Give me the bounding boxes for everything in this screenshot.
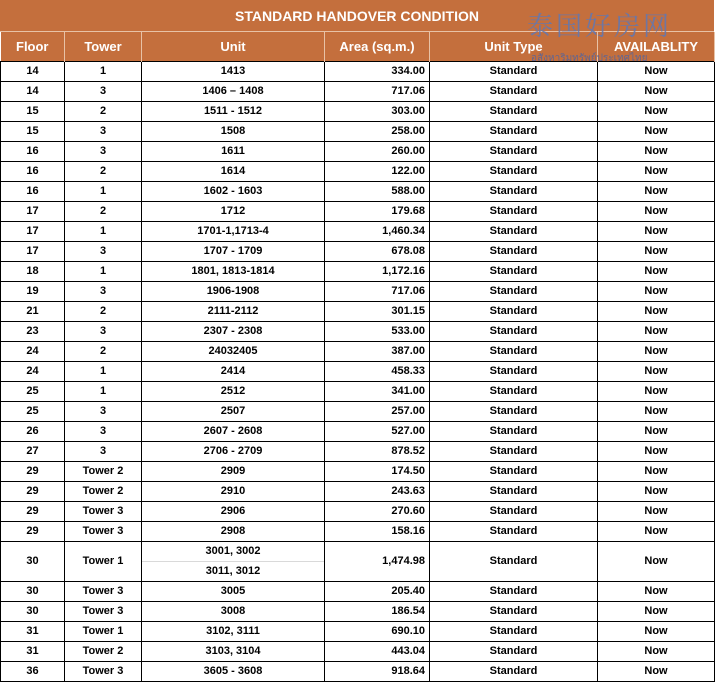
availability-cell: Now [598, 202, 715, 222]
floor-cell: 23 [1, 322, 65, 342]
floor-cell: 29 [1, 522, 65, 542]
tower-cell: 3 [65, 242, 142, 262]
unit-cell: 1508 [142, 122, 325, 142]
unit-type-cell: Standard [430, 242, 598, 262]
unit-cell: 1701-1,1713-4 [142, 222, 325, 242]
table-row [1, 442, 715, 462]
tower-cell: Tower 3 [65, 602, 142, 622]
tower-cell: 3 [65, 122, 142, 142]
area-cell: 341.00 [325, 382, 430, 402]
table-row [1, 402, 715, 422]
area-cell: 717.06 [325, 282, 430, 302]
tower-cell: 2 [65, 162, 142, 182]
area-cell: 588.00 [325, 182, 430, 202]
unit-cell-line: 3001, 3002 [205, 545, 261, 557]
unit-cell: 2909 [142, 462, 325, 482]
unit-type-cell: Standard [430, 582, 598, 602]
table-row [1, 602, 715, 622]
unit-cell: 2507 [142, 402, 325, 422]
tower-cell: 2 [65, 302, 142, 322]
column-header-area: Area (sq.m.) [325, 32, 430, 62]
area-cell: 918.64 [325, 662, 430, 682]
area-cell: 690.10 [325, 622, 430, 642]
unit-type-cell: Standard [430, 622, 598, 642]
tower-cell: Tower 3 [65, 522, 142, 542]
floor-cell: 30 [1, 542, 65, 582]
table-row [1, 482, 715, 502]
availability-cell: Now [598, 62, 715, 82]
unit-type-cell: Standard [430, 102, 598, 122]
unit-cell: 3103, 3104 [142, 642, 325, 662]
floor-cell: 14 [1, 62, 65, 82]
unit-cell: 1712 [142, 202, 325, 222]
floor-cell: 16 [1, 142, 65, 162]
tower-cell: 3 [65, 282, 142, 302]
floor-cell: 30 [1, 602, 65, 622]
table-row [1, 82, 715, 102]
handover-table [0, 32, 715, 682]
unit-type-cell: Standard [430, 542, 598, 582]
unit-cell: 1611 [142, 142, 325, 162]
unit-cell: 1602 - 1603 [142, 182, 325, 202]
availability-cell: Now [598, 582, 715, 602]
availability-cell: Now [598, 382, 715, 402]
tower-cell: Tower 1 [65, 542, 142, 582]
unit-cell: 3005 [142, 582, 325, 602]
availability-cell: Now [598, 262, 715, 282]
table-row [1, 362, 715, 382]
unit-cell: 1406 – 1408 [142, 82, 325, 102]
area-cell: 387.00 [325, 342, 430, 362]
table-body [1, 62, 715, 682]
availability-cell: Now [598, 422, 715, 442]
unit-cell: 3605 - 3608 [142, 662, 325, 682]
table-row [1, 582, 715, 602]
tower-cell: 3 [65, 82, 142, 102]
unit-cell: 1614 [142, 162, 325, 182]
unit-type-cell: Standard [430, 522, 598, 542]
availability-cell: Now [598, 442, 715, 462]
availability-cell: Now [598, 302, 715, 322]
unit-type-cell: Standard [430, 662, 598, 682]
floor-cell: 29 [1, 502, 65, 522]
tower-cell: 3 [65, 322, 142, 342]
availability-cell: Now [598, 402, 715, 422]
tower-cell: 1 [65, 62, 142, 82]
availability-cell: Now [598, 482, 715, 502]
availability-cell: Now [598, 662, 715, 682]
area-cell: 334.00 [325, 62, 430, 82]
tower-cell: 2 [65, 102, 142, 122]
area-cell: 458.33 [325, 362, 430, 382]
unit-type-cell: Standard [430, 502, 598, 522]
unit-type-cell: Standard [430, 282, 598, 302]
area-cell: 527.00 [325, 422, 430, 442]
availability-cell: Now [598, 242, 715, 262]
tower-cell: 1 [65, 222, 142, 242]
unit-cell: 2607 - 2608 [142, 422, 325, 442]
unit-type-cell: Standard [430, 162, 598, 182]
area-cell: 205.40 [325, 582, 430, 602]
availability-cell: Now [598, 502, 715, 522]
table-row [1, 522, 715, 542]
floor-cell: 31 [1, 642, 65, 662]
floor-cell: 24 [1, 342, 65, 362]
unit-type-cell: Standard [430, 642, 598, 662]
table-row [1, 422, 715, 442]
table-row [1, 122, 715, 142]
unit-cell: 24032405 [142, 342, 325, 362]
area-cell: 158.16 [325, 522, 430, 542]
availability-cell: Now [598, 622, 715, 642]
floor-cell: 14 [1, 82, 65, 102]
table-row [1, 142, 715, 162]
column-header-floor: Floor [1, 32, 65, 62]
unit-cell: 2307 - 2308 [142, 322, 325, 342]
tower-cell: 3 [65, 402, 142, 422]
floor-cell: 16 [1, 162, 65, 182]
tower-cell: 3 [65, 142, 142, 162]
floor-cell: 30 [1, 582, 65, 602]
unit-cell: 3008 [142, 602, 325, 622]
unit-type-cell: Standard [430, 82, 598, 102]
area-cell: 878.52 [325, 442, 430, 462]
tower-cell: Tower 2 [65, 462, 142, 482]
availability-cell: Now [598, 462, 715, 482]
floor-cell: 25 [1, 402, 65, 422]
table-row [1, 462, 715, 482]
table-row [1, 102, 715, 122]
unit-type-cell: Standard [430, 322, 598, 342]
unit-type-cell: Standard [430, 402, 598, 422]
unit-type-cell: Standard [430, 182, 598, 202]
unit-type-cell: Standard [430, 362, 598, 382]
availability-cell: Now [598, 342, 715, 362]
availability-cell: Now [598, 222, 715, 242]
area-cell: 122.00 [325, 162, 430, 182]
area-cell: 174.50 [325, 462, 430, 482]
area-cell: 257.00 [325, 402, 430, 422]
area-cell: 258.00 [325, 122, 430, 142]
floor-cell: 17 [1, 202, 65, 222]
floor-cell: 27 [1, 442, 65, 462]
availability-cell: Now [598, 602, 715, 622]
unit-type-cell: Standard [430, 142, 598, 162]
unit-type-cell: Standard [430, 482, 598, 502]
unit-cell: 2111-2112 [142, 302, 325, 322]
availability-cell: Now [598, 542, 715, 582]
area-cell: 303.00 [325, 102, 430, 122]
area-cell: 243.63 [325, 482, 430, 502]
area-cell: 1,460.34 [325, 222, 430, 242]
unit-cell: 1707 - 1709 [142, 242, 325, 262]
unit-type-cell: Standard [430, 302, 598, 322]
tower-cell: Tower 2 [65, 482, 142, 502]
table-row [1, 662, 715, 682]
area-cell: 179.68 [325, 202, 430, 222]
unit-type-cell: Standard [430, 442, 598, 462]
floor-cell: 16 [1, 182, 65, 202]
unit-cell: 1801, 1813-1814 [142, 262, 325, 282]
area-cell: 1,172.16 [325, 262, 430, 282]
floor-cell: 17 [1, 222, 65, 242]
tower-cell: 1 [65, 362, 142, 382]
unit-cell: 2906 [142, 502, 325, 522]
area-cell: 186.54 [325, 602, 430, 622]
column-header-unit-type: Unit Type [430, 32, 598, 62]
floor-cell: 18 [1, 262, 65, 282]
floor-cell: 21 [1, 302, 65, 322]
unit-cell: 1413 [142, 62, 325, 82]
area-cell: 443.04 [325, 642, 430, 662]
unit-cell: 3102, 3111 [142, 622, 325, 642]
area-cell: 1,474.98 [325, 542, 430, 582]
floor-cell: 29 [1, 462, 65, 482]
unit-type-cell: Standard [430, 122, 598, 142]
availability-cell: Now [598, 322, 715, 342]
table-row [1, 342, 715, 362]
unit-type-cell: Standard [430, 262, 598, 282]
tower-cell: 3 [65, 442, 142, 462]
area-cell: 533.00 [325, 322, 430, 342]
unit-cell: 2414 [142, 362, 325, 382]
table-row [1, 222, 715, 242]
unit-cell: 2910 [142, 482, 325, 502]
unit-cell: 2512 [142, 382, 325, 402]
table-row [1, 542, 715, 582]
table-row [1, 282, 715, 302]
table-row [1, 262, 715, 282]
column-header-unit: Unit [142, 32, 325, 62]
table-row [1, 622, 715, 642]
table-row [1, 502, 715, 522]
unit-type-cell: Standard [430, 462, 598, 482]
availability-cell: Now [598, 522, 715, 542]
tower-cell: Tower 2 [65, 642, 142, 662]
unit-cell [142, 542, 325, 582]
tower-cell: 1 [65, 182, 142, 202]
unit-type-cell: Standard [430, 382, 598, 402]
tower-cell: Tower 3 [65, 582, 142, 602]
availability-cell: Now [598, 162, 715, 182]
tower-cell: Tower 1 [65, 622, 142, 642]
tower-cell: 1 [65, 382, 142, 402]
availability-cell: Now [598, 282, 715, 302]
area-cell: 270.60 [325, 502, 430, 522]
floor-cell: 19 [1, 282, 65, 302]
floor-cell: 31 [1, 622, 65, 642]
floor-cell: 15 [1, 102, 65, 122]
tower-cell: 3 [65, 422, 142, 442]
availability-cell: Now [598, 102, 715, 122]
availability-cell: Now [598, 182, 715, 202]
availability-cell: Now [598, 82, 715, 102]
table-row [1, 382, 715, 402]
table-row [1, 202, 715, 222]
floor-cell: 17 [1, 242, 65, 262]
tower-cell: Tower 3 [65, 662, 142, 682]
column-header-tower: Tower [65, 32, 142, 62]
unit-cell: 1906-1908 [142, 282, 325, 302]
table-title-text: STANDARD HANDOVER CONDITION [235, 7, 479, 24]
area-cell: 678.08 [325, 242, 430, 262]
unit-cell: 1511 - 1512 [142, 102, 325, 122]
table-row [1, 162, 715, 182]
area-cell: 260.00 [325, 142, 430, 162]
watermark-chinese: 泰国好房网 [527, 12, 673, 42]
watermark-thai: อสังหาริมทรัพย์ประเทศไทย [531, 53, 648, 64]
column-header-availability: AVAILABLITY [598, 32, 715, 62]
availability-cell: Now [598, 122, 715, 142]
table-row [1, 182, 715, 202]
availability-cell: Now [598, 642, 715, 662]
tower-cell: 2 [65, 342, 142, 362]
table-row [1, 642, 715, 662]
table-row [1, 302, 715, 322]
unit-cell-line: 3011, 3012 [142, 561, 324, 581]
unit-type-cell: Standard [430, 202, 598, 222]
unit-type-cell: Standard [430, 222, 598, 242]
availability-cell: Now [598, 142, 715, 162]
floor-cell: 26 [1, 422, 65, 442]
area-cell: 717.06 [325, 82, 430, 102]
floor-cell: 25 [1, 382, 65, 402]
table-row [1, 322, 715, 342]
unit-type-cell: Standard [430, 602, 598, 622]
tower-cell: 1 [65, 262, 142, 282]
floor-cell: 29 [1, 482, 65, 502]
availability-cell: Now [598, 362, 715, 382]
table-row [1, 242, 715, 262]
unit-type-cell: Standard [430, 342, 598, 362]
unit-type-cell: Standard [430, 62, 598, 82]
floor-cell: 36 [1, 662, 65, 682]
tower-cell: Tower 3 [65, 502, 142, 522]
floor-cell: 15 [1, 122, 65, 142]
unit-cell: 2706 - 2709 [142, 442, 325, 462]
tower-cell: 2 [65, 202, 142, 222]
floor-cell: 24 [1, 362, 65, 382]
area-cell: 301.15 [325, 302, 430, 322]
unit-type-cell: Standard [430, 422, 598, 442]
unit-cell: 2908 [142, 522, 325, 542]
